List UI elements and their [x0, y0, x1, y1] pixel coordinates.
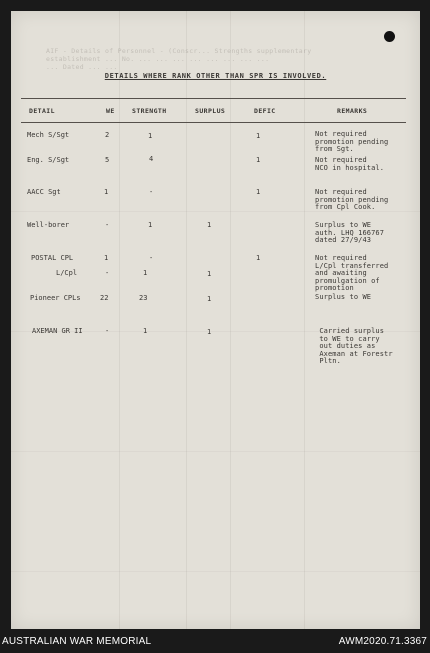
header-deficiency: DEFIC: [254, 107, 276, 115]
row-strength: 23: [139, 294, 148, 302]
row-we: 22: [100, 294, 109, 302]
row-strength: 1: [143, 269, 148, 277]
row-surplus: 1: [207, 328, 212, 336]
header-remarks: REMARKS: [337, 107, 368, 115]
row-deficiency: 1: [256, 254, 261, 262]
row-remarks: Surplus to WE: [315, 293, 372, 301]
row-remarks: Carried surplus to WE to carry out duties as Axeman at Forestr Pltn.: [319, 327, 393, 366]
row-remarks: Not required NCO in hospital.: [315, 156, 385, 172]
row-deficiency: 1: [256, 156, 261, 164]
row-we: -: [105, 269, 110, 277]
row-detail: AACC Sgt: [27, 188, 61, 196]
footer-institution: AUSTRALIAN WAR MEMORIAL: [2, 636, 152, 647]
row-strength: -: [149, 254, 154, 262]
row-we: -: [105, 327, 110, 335]
header-surplus: SURPLUS: [195, 107, 226, 115]
punch-hole: [384, 31, 395, 42]
row-strength: 1: [143, 327, 148, 335]
bleed-through-text: AIF - Details of Personnel - (Conscr... Strengths supplementary establishment ... No. ... ... ... ... ... ... ... ... ... Dated ... ...: [46, 47, 312, 71]
row-detail: Mech S/Sgt: [27, 131, 70, 139]
row-we: 1: [104, 188, 109, 196]
header-we: WE: [106, 107, 115, 115]
row-detail: L/Cpl: [56, 269, 78, 277]
header-strength: STRENGTH: [132, 107, 167, 115]
document-title: DETAILS WHERE RANK OTHER THAN SPR IS INVOLVED.: [104, 72, 327, 80]
header-detail: DETAIL: [29, 107, 55, 115]
row-deficiency: 1: [256, 132, 261, 140]
row-strength: -: [149, 188, 154, 196]
footer-reference: AWM2020.71.3367: [338, 636, 427, 647]
row-strength: 4: [149, 155, 154, 163]
row-detail: Pioneer CPLs: [30, 294, 81, 302]
row-surplus: 1: [207, 270, 212, 278]
row-deficiency: 1: [256, 188, 261, 196]
row-we: 5: [105, 156, 110, 164]
row-strength: 1: [148, 132, 153, 140]
row-we: 1: [104, 254, 109, 262]
row-remarks: Not required promotion pending from Sgt.: [315, 130, 389, 154]
header-rule-top: [21, 98, 406, 99]
row-remarks: Not required promotion pending from Cpl Cook.: [315, 188, 389, 212]
row-we: 2: [105, 131, 110, 139]
row-detail: POSTAL CPL: [31, 254, 74, 262]
row-detail: Well-borer: [27, 221, 70, 229]
row-remarks: Surplus to WE auth. LHQ 166767 dated 27/9/43: [315, 221, 385, 245]
row-surplus: 1: [207, 295, 212, 303]
header-rule-bottom: [21, 122, 406, 123]
row-remarks: Not required L/Cpl transferred and awaiting promulgation of promotion: [315, 254, 389, 293]
row-we: -: [105, 221, 110, 229]
row-detail: Eng. S/Sgt: [27, 156, 70, 164]
row-detail: AXEMAN GR II: [32, 327, 83, 335]
document-page: [11, 11, 420, 629]
row-surplus: 1: [207, 221, 212, 229]
row-strength: 1: [148, 221, 153, 229]
